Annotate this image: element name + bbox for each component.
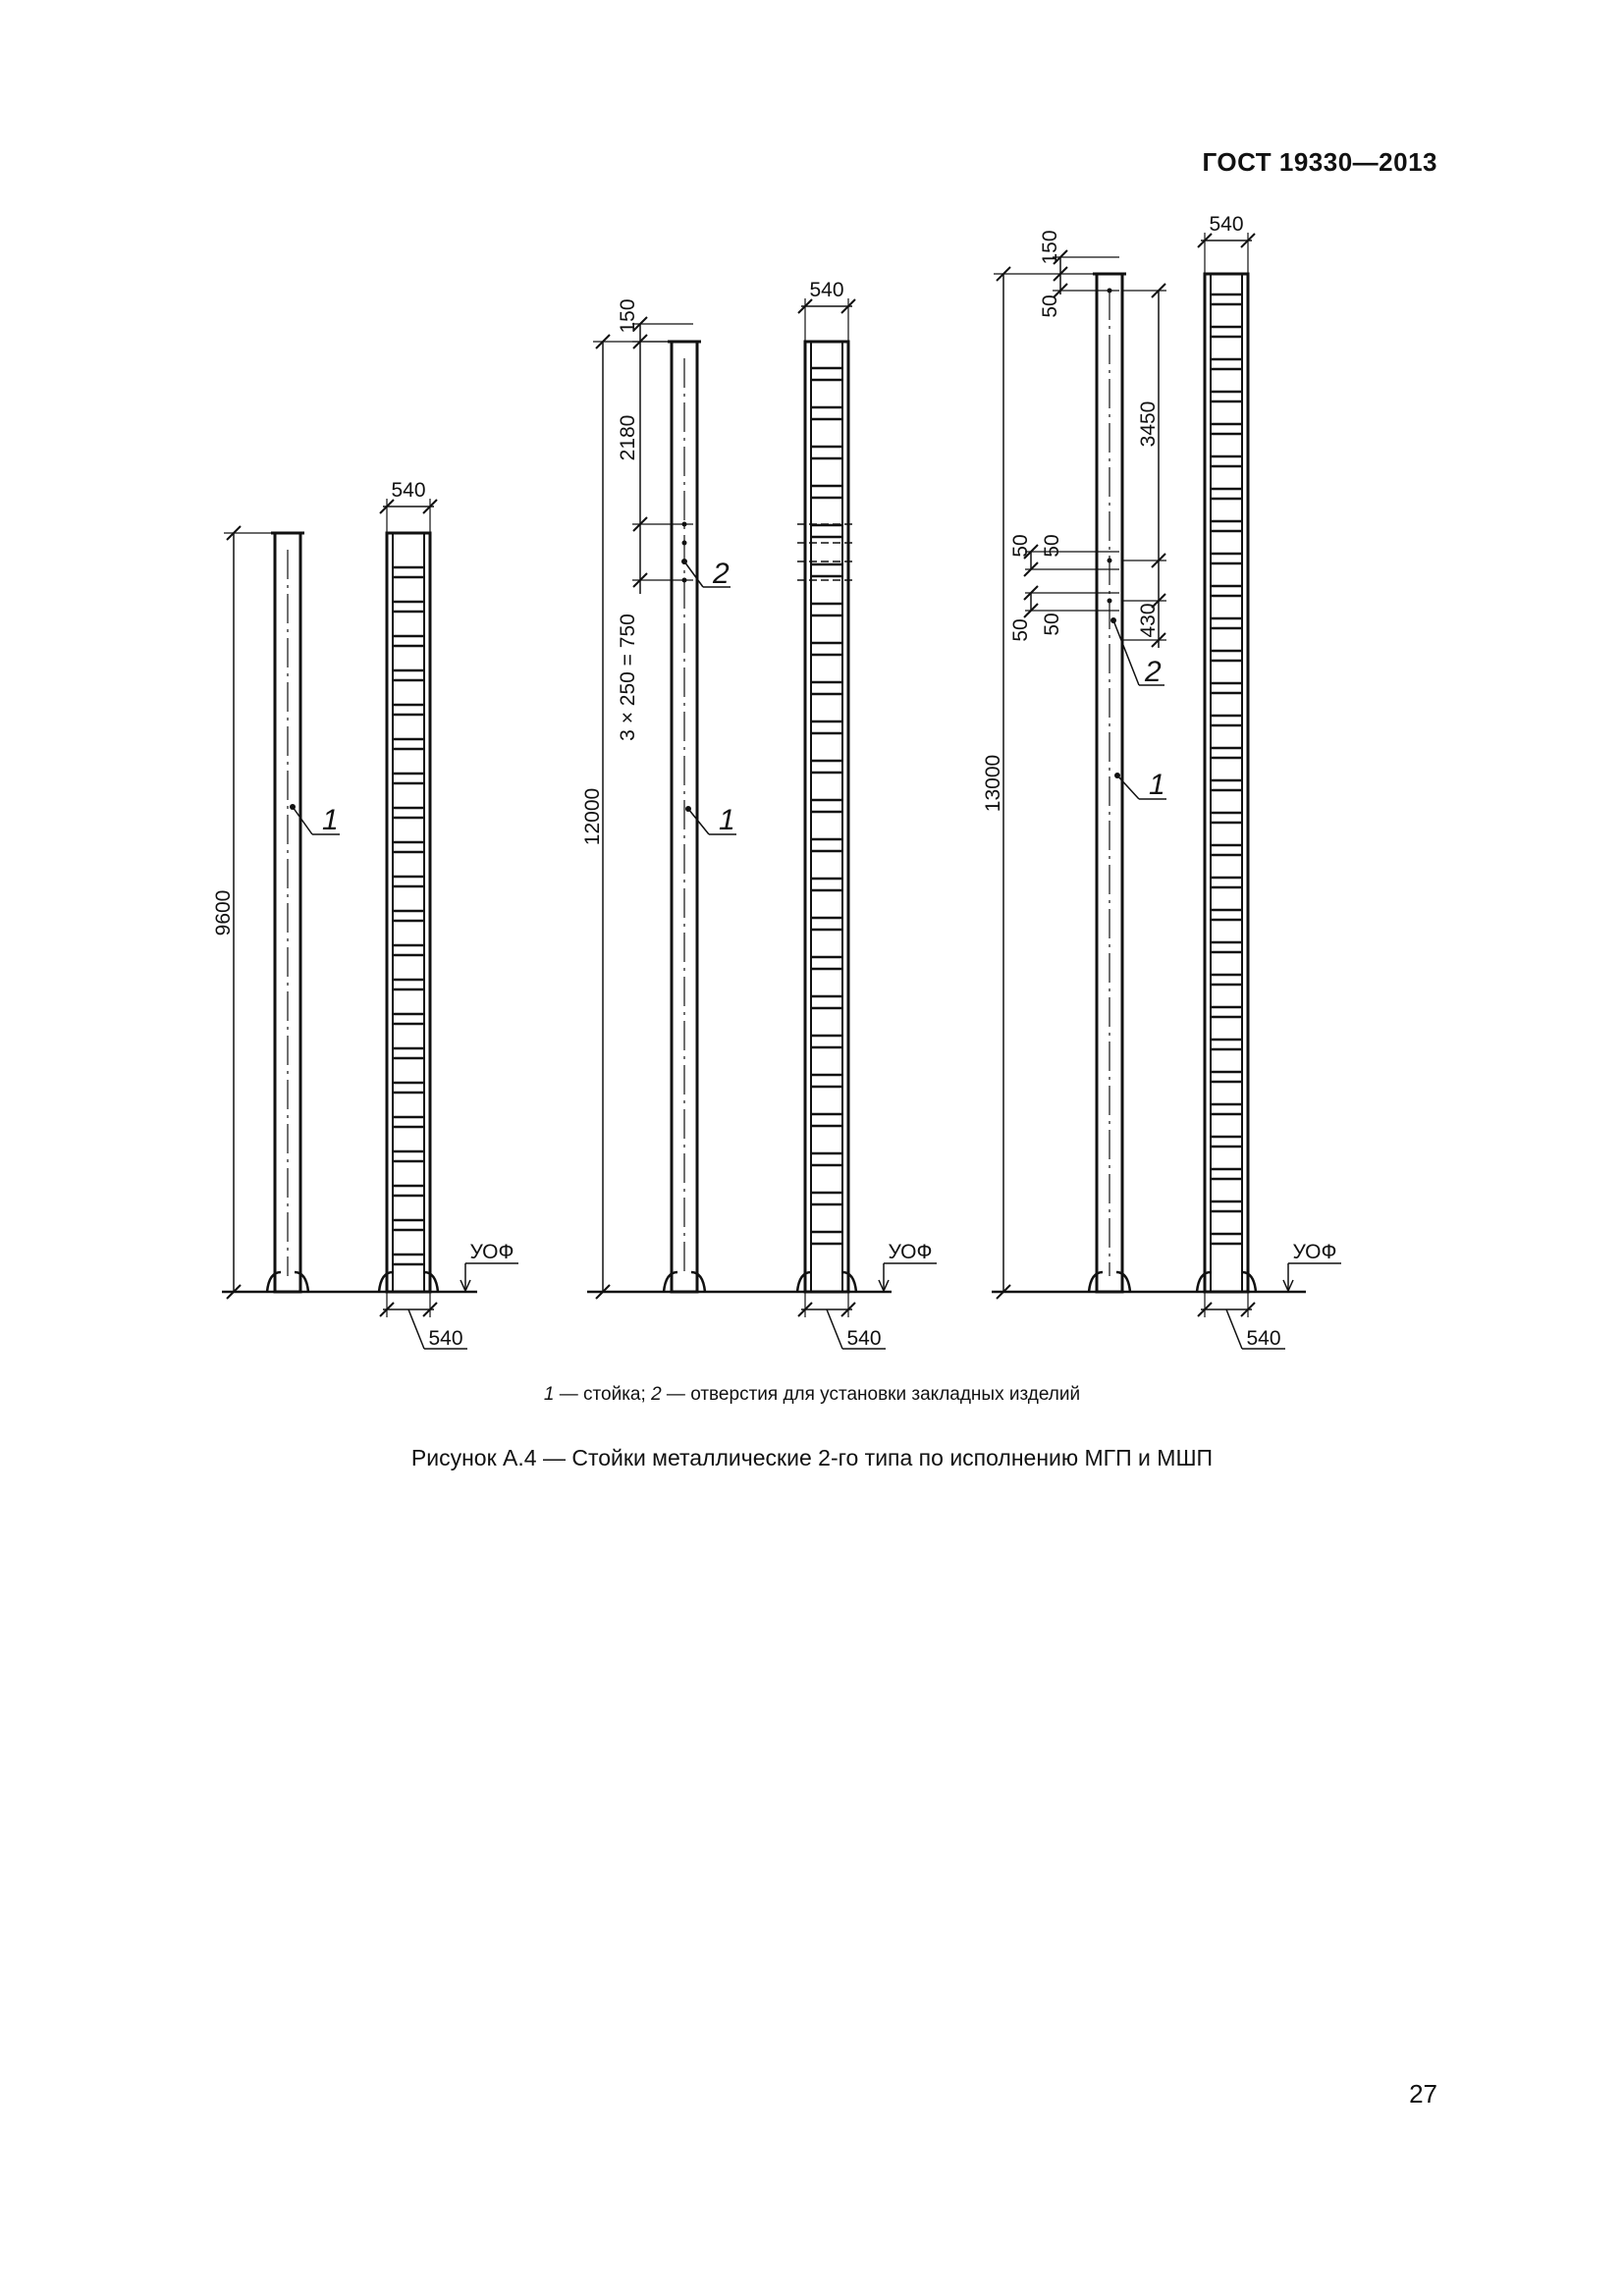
- dimension-12000: [581, 335, 697, 1299]
- top-width-label: 540: [391, 479, 426, 502]
- dimension-top-width: [798, 279, 855, 342]
- dim-50-e: 50: [1041, 613, 1063, 636]
- bottom-width-label: 540: [1246, 1327, 1281, 1350]
- ref-label-2: 2: [713, 558, 730, 590]
- ground-mark: [460, 1241, 518, 1291]
- legend-item-2-number: 2: [651, 1384, 662, 1405]
- top-width-label: 540: [1209, 213, 1244, 236]
- dimension-13000: [982, 267, 1122, 1299]
- dim-50-a: 50: [1039, 294, 1061, 318]
- ground-label: УОФ: [469, 1241, 514, 1263]
- dim-50-b: 50: [1009, 534, 1032, 558]
- page-number: 27: [1409, 2079, 1437, 2109]
- height-dim-12000: 12000: [581, 787, 604, 846]
- legend-item-1-number: 1: [543, 1384, 555, 1405]
- dimension-chain-left: [1009, 230, 1119, 641]
- height-dim-13000: 13000: [982, 754, 1004, 813]
- dim-430: 430: [1137, 603, 1160, 638]
- dimension-bottom-width: [1198, 1292, 1285, 1350]
- dimension-bottom-width: [380, 1292, 467, 1350]
- top-offset-label: 150: [1039, 230, 1061, 265]
- top-offset-label: 150: [617, 298, 639, 334]
- dimension-chain: [617, 298, 693, 740]
- leader-1: [685, 804, 736, 836]
- height-dim-9600: 9600: [212, 889, 235, 936]
- pillar-9600-front-view: [379, 533, 438, 1292]
- pillar-12000-front-view: [797, 342, 856, 1292]
- dim-50-c: 50: [1041, 534, 1063, 558]
- dimension-top-width: [1198, 213, 1255, 274]
- legend-item-1-text: — стойка;: [554, 1384, 652, 1405]
- pillar-12000-group: [581, 279, 937, 1350]
- ref-label-1: 1: [1149, 769, 1165, 801]
- leader-2: [681, 558, 731, 590]
- ground-label: УОФ: [1292, 1241, 1337, 1263]
- ground-mark: [879, 1241, 937, 1291]
- bottom-width-label: 540: [846, 1327, 882, 1350]
- figure-caption: Рисунок А.4 — Стойки металлические 2-го типа по исполнению МГП и МШП: [410, 1445, 1214, 1470]
- bottom-width-label: 540: [428, 1327, 463, 1350]
- pillar-9600-group: [212, 479, 518, 1350]
- dimension-top-width: [380, 479, 437, 533]
- pillar-9600-side-view: [267, 533, 308, 1292]
- legend-item-2-text: — отверстия для установки закладных изделий: [661, 1384, 1081, 1405]
- dimension-chain-right: [1122, 284, 1166, 648]
- figure-legend: [0, 1384, 1624, 1406]
- top-width-label: 540: [809, 279, 844, 301]
- dim-50-d: 50: [1009, 618, 1032, 642]
- hole-span-label: 3 × 250 = 750: [617, 614, 639, 741]
- ref-label-2: 2: [1145, 656, 1162, 688]
- pillar-13000-group: [982, 213, 1341, 1350]
- dimension-bottom-width: [798, 1292, 886, 1350]
- upper-span-label: 2180: [617, 414, 639, 461]
- ref-label-1: 1: [719, 804, 735, 836]
- pillar-12000-side-view: [664, 342, 705, 1292]
- ref-label-1: 1: [322, 804, 339, 836]
- leader-1: [290, 804, 340, 836]
- upper-span-label: 3450: [1137, 400, 1160, 448]
- ground-mark: [1283, 1241, 1341, 1291]
- pillar-13000-front-view: [1197, 274, 1256, 1292]
- document-id: ГОСТ 19330—2013: [1202, 147, 1437, 177]
- ground-label: УОФ: [888, 1241, 933, 1263]
